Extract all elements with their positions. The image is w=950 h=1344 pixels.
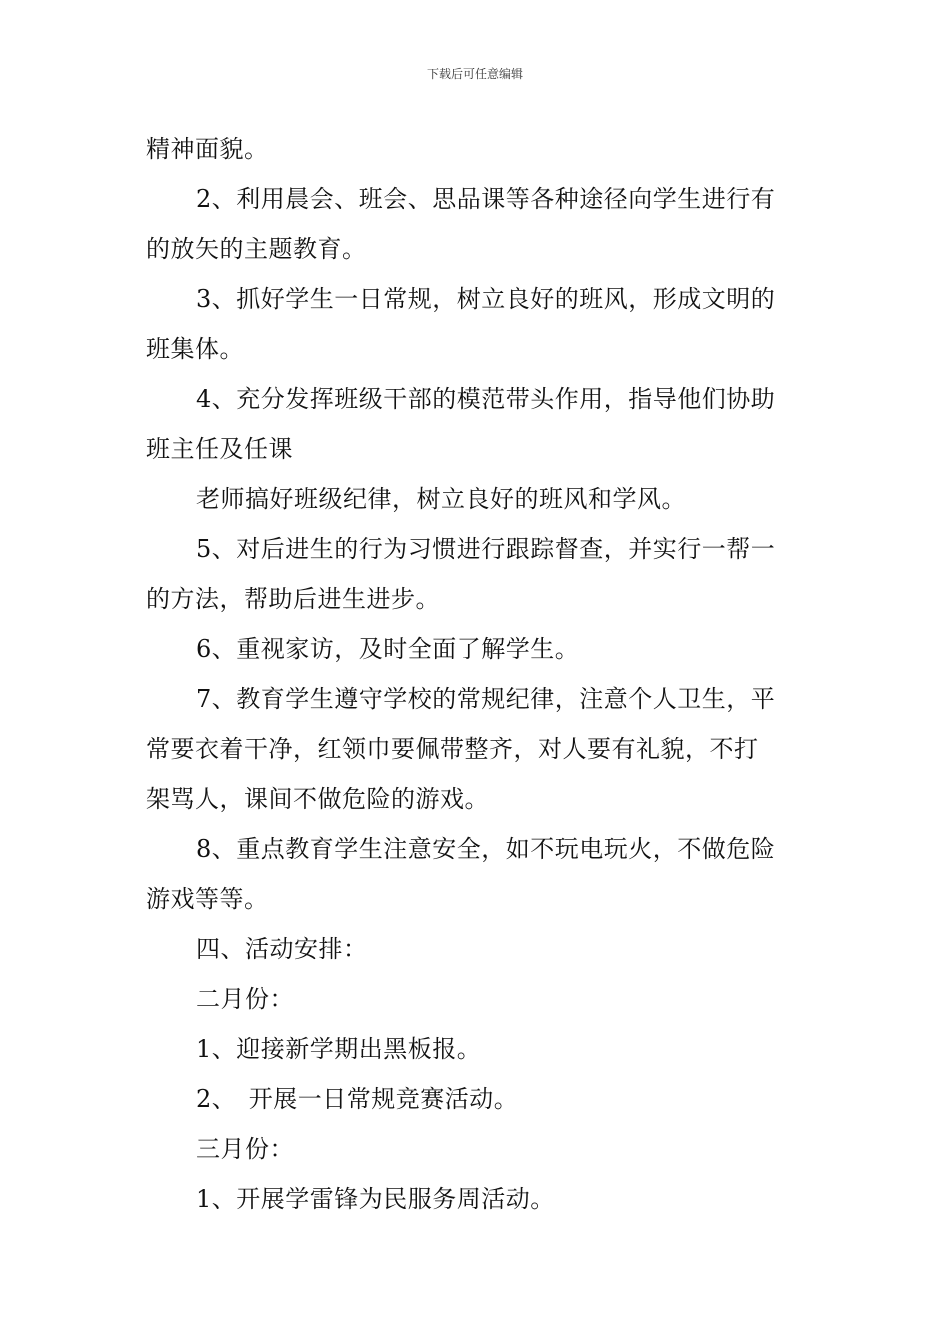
text-line: 班集体。	[146, 335, 244, 363]
text-line: 6、重视家访，及时全面了解学生。	[196, 635, 580, 663]
text-line: 老师搞好班级纪律，树立良好的班风和学风。	[196, 485, 686, 513]
text-line: 2、利用晨会、班会、思品课等各种途径向学生进行有	[196, 185, 776, 213]
text-line: 三月份：	[196, 1135, 294, 1163]
document-body	[146, 124, 816, 1224]
text-line: 5、对后进生的行为习惯进行跟踪督查，并实行一帮一	[196, 535, 776, 563]
text-line: 1、开展学雷锋为民服务周活动。	[196, 1185, 555, 1213]
text-line: 的方法，帮助后进生进步。	[146, 585, 440, 613]
page-header: 下载后可任意编辑	[426, 67, 523, 81]
text-line: 7、教育学生遵守学校的常规纪律，注意个人卫生，平	[196, 685, 776, 713]
text-line: 的放矢的主题教育。	[146, 235, 367, 263]
text-line: 3、抓好学生一日常规，树立良好的班风，形成文明的	[196, 285, 776, 313]
text-line: 精神面貌。	[146, 135, 269, 163]
text-line: 二月份：	[196, 985, 294, 1013]
text-line: 架骂人，课间不做危险的游戏。	[146, 785, 489, 813]
text-line: 常要衣着干净，红领巾要佩带整齐，对人要有礼貌，不打	[146, 735, 759, 763]
text-line: 2、 开展一日常规竞赛活动。	[196, 1085, 519, 1113]
text-line: 游戏等等。	[146, 885, 269, 913]
text-line: 8、重点教育学生注意安全，如不玩电玩火，不做危险	[196, 835, 776, 863]
text-line: 4、充分发挥班级干部的模范带头作用，指导他们协助	[196, 385, 776, 413]
text-line: 四、活动安排：	[196, 935, 368, 963]
text-line: 1、迎接新学期出黑板报。	[196, 1035, 482, 1063]
text-line: 班主任及任课	[146, 435, 293, 463]
